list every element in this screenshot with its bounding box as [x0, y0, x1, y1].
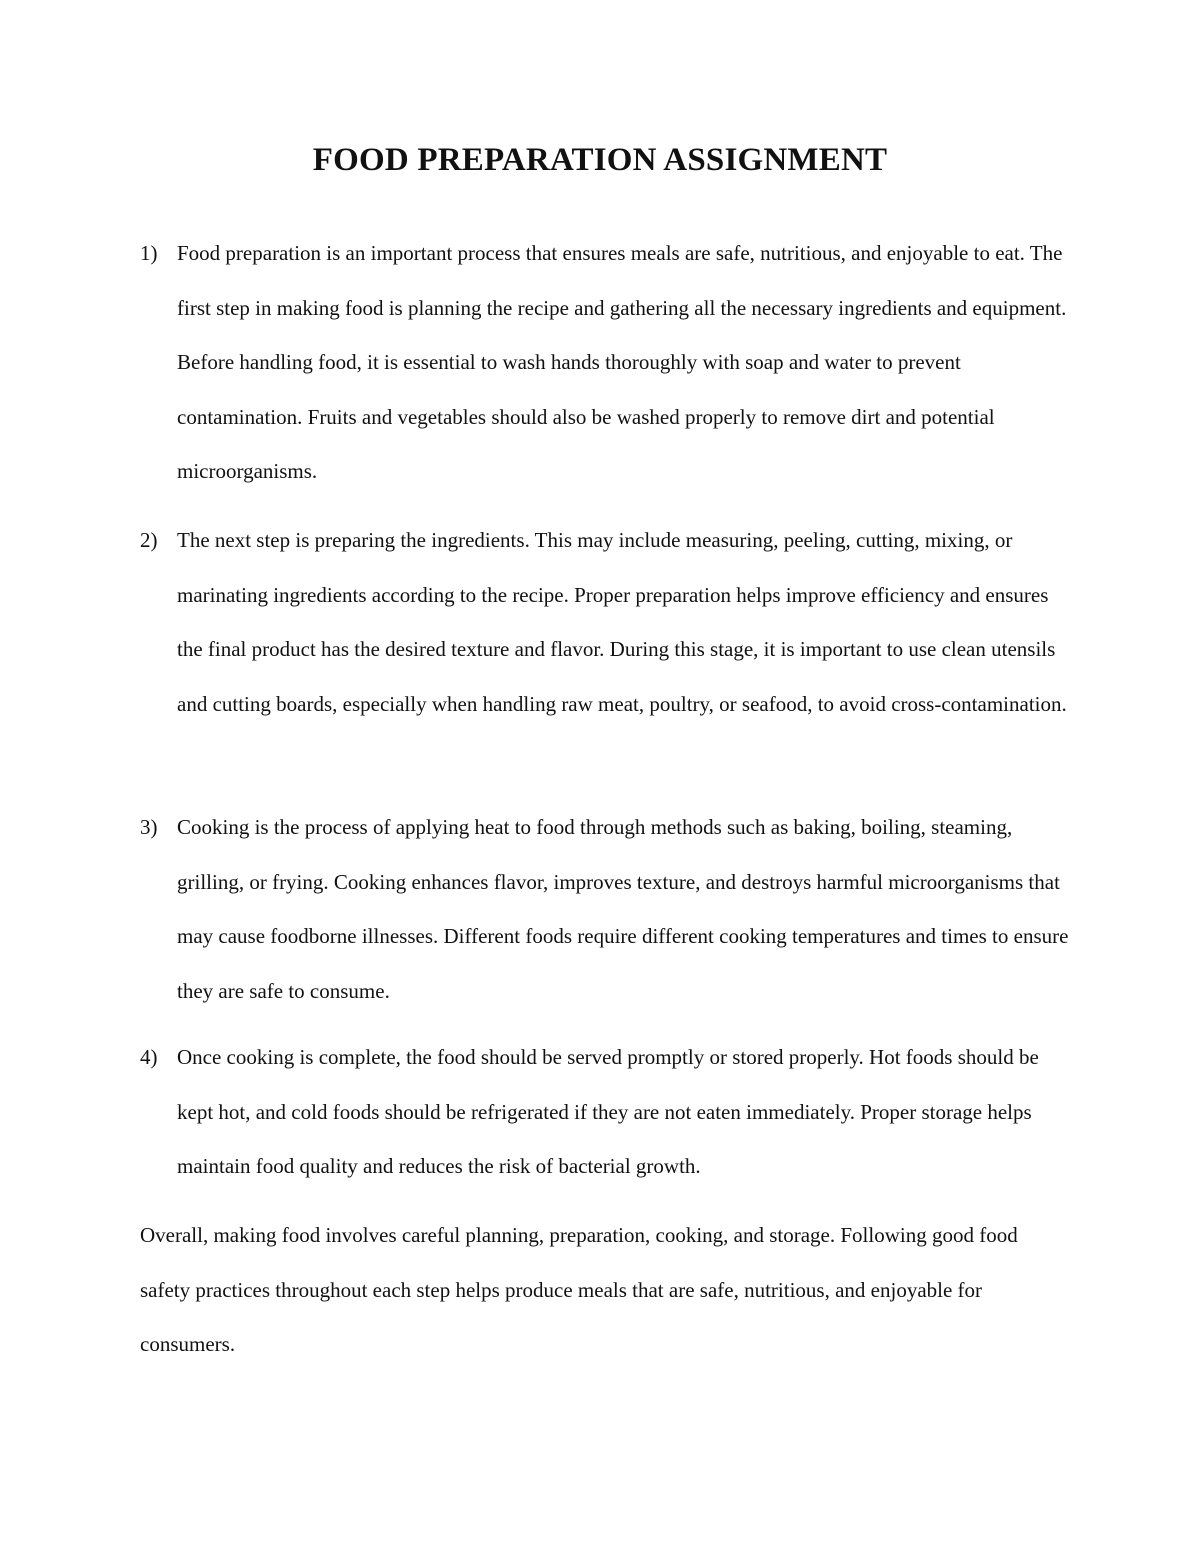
list-item-text: Cooking is the process of applying heat to food through methods such as baking, boiling, steaming, grilling, or frying. Cooking enhances flavor, improves texture, and destroys harmful microorganisms that may cause foodborne illnesses. Different foods require different cooking temperatures and times to ensure they are safe to consume. — [177, 815, 1069, 1003]
list-item-number: 4) — [140, 1045, 158, 1069]
list-item-text: Once cooking is complete, the food should be served promptly or stored properly. Hot foods should be kept hot, and cold foods should be refrigerated if they are not eaten immediately. Proper storage helps maintain food quality and reduces the risk of bacterial growth. — [177, 1045, 1039, 1178]
list-item — [140, 1030, 1070, 1194]
list-item — [140, 800, 1070, 1018]
list-item — [140, 226, 1070, 499]
list-item — [140, 513, 1070, 731]
conclusion-paragraph: Overall, making food involves careful planning, preparation, cooking, and storage. Following good food safety practices throughout each step helps produce meals that are safe, nutritious, and enjoyable for consumers. — [140, 1223, 1018, 1356]
list-item-text: Food preparation is an important process that ensures meals are safe, nutritious, and enjoyable to eat. The first step in making food is planning the recipe and gathering all the necessary ingredients and equipment. Before handling food, it is essential to wash hands thoroughly with soap and water to prevent contamination. Fruits and vegetables should also be washed properly to remove dirt and potential microorganisms. — [177, 241, 1067, 483]
document-title: FOOD PREPARATION ASSIGNMENT — [312, 142, 888, 178]
list-item-text: The next step is preparing the ingredients. This may include measuring, peeling, cutting, mixing, or marinating ingredients according to the recipe. Proper preparation helps improve efficiency and ensures the final product has the desired texture and flavor. During this stage, it is important to use clean utensils and cutting boards, especially when handling raw meat, poultry, or seafood, to avoid cross-contamination. — [177, 528, 1067, 716]
list-item-number: 2) — [140, 528, 158, 552]
list-item-number: 3) — [140, 815, 158, 839]
list-item-number: 1) — [140, 241, 158, 265]
